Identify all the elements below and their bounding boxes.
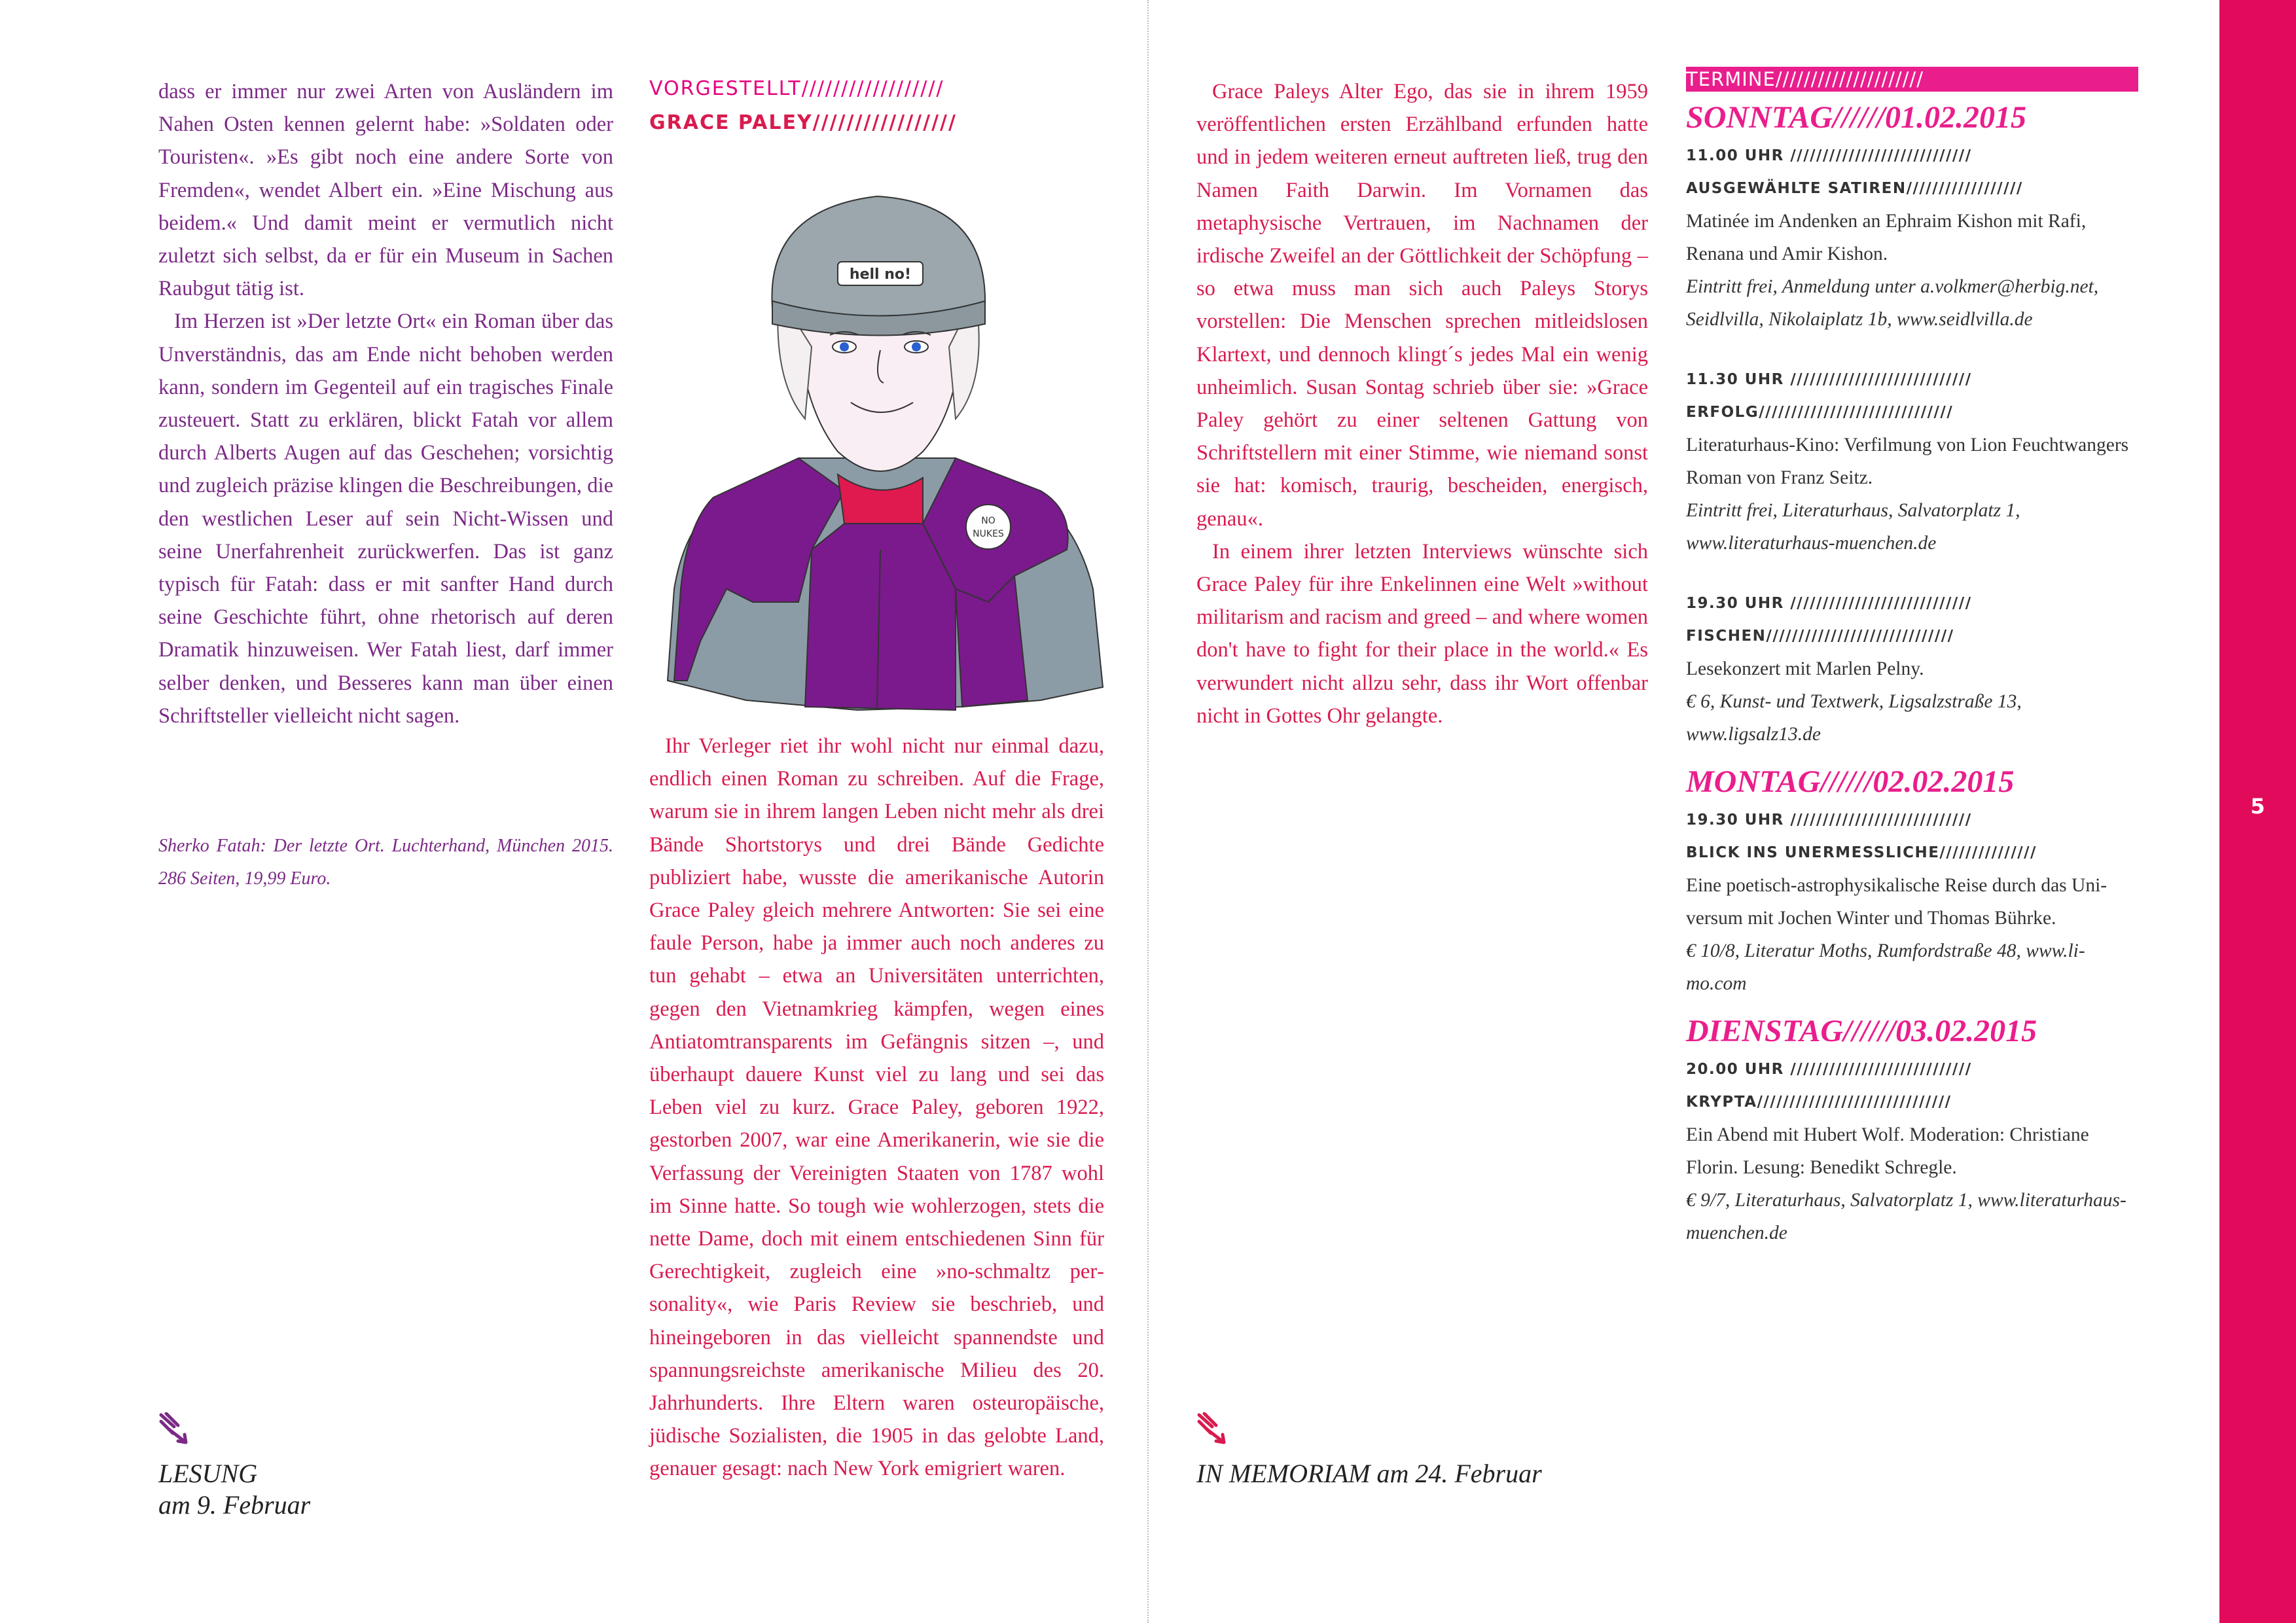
day-heading: MONTAG//////02.02.2015: [1686, 764, 2015, 799]
column-1-paragraph-1: dass er immer nur zwei Arten von Ausländern im Nahen Osten kennen gelernt habe: »Soldaten oder Touristen«. »Es gibt noch eine andere Sorte von Fremden«, wendet Albert ein. »Eine Mischung aus beidem.« Und damit meint er vermutlich nicht zuletzt sich selbst, da er für ein Museum in Sachen Raubgut tätig ist.: [158, 80, 613, 301]
event-title: KRYPTA//////////////////////////////: [1686, 1094, 1952, 1111]
day-heading: DIENSTAG//////03.02.2015: [1686, 1014, 2037, 1048]
event-details: € 10/8, Literatur Moths, Rumfordstraße 48, www.li-mo.com: [1686, 940, 2085, 994]
column-3-paragraph-2: In einem ihrer letzten Interviews wünschte sich Grace Paley für ihre Enkelinnen eine Welt »without militarism and racism and greed – and where women don't have to fight for their place in the world.« Es verwundert nicht allzu sehr, dass ihr Wort offenbar nicht in Gottes Ohr gelangte.: [1196, 539, 1648, 728]
event-caption-lesung: [158, 1458, 551, 1521]
day-heading: SONNTAG//////01.02.2015: [1686, 100, 2027, 135]
column-3-body: [1196, 75, 1648, 732]
event-time: 19.30 UHR ////////////////////////////: [1686, 812, 1972, 829]
event-time: 11.30 UHR ////////////////////////////: [1686, 371, 1972, 388]
beanie-label: hell no!: [849, 266, 912, 283]
event-caption-lesung-line-1: LESUNG: [158, 1459, 258, 1488]
event-title: ERFOLG//////////////////////////////: [1686, 404, 1954, 421]
kicker-grace-paley: GRACE PALEY/////////////////: [649, 111, 957, 134]
event-description: Matinée im Andenken an Ephraim Kishon mit Rafi, Renana und Amir Kishon.: [1686, 211, 2087, 264]
termine-header: TERMINE/////////////////////: [1686, 67, 2138, 92]
event-time: 19.30 UHR ////////////////////////////: [1686, 595, 1972, 612]
event-description: Literaturhaus-Kino: Verfilmung von Lion Feuchtwangers Roman von Franz Seitz.: [1686, 435, 2129, 488]
event-item: [1686, 804, 2144, 1000]
event-time: 11.00 UHR ////////////////////////////: [1686, 147, 1972, 164]
event-title: AUSGEWÄHLTE SATIREN//////////////////: [1686, 180, 2023, 197]
event-item: [1686, 587, 2144, 751]
event-caption-in-memoriam: IN MEMORIAM am 24. Februar: [1196, 1459, 1542, 1488]
event-details: Eintritt frei, Anmeldung unter a.volkmer@herbig.net, Seidlvilla, Nikolaiplatz 1b, www.seidlvilla.de: [1686, 276, 2099, 330]
event-caption-lesung-line-2: am 9. Februar: [158, 1490, 311, 1520]
page-divider: [1147, 0, 1149, 1623]
event-time: 20.00 UHR ////////////////////////////: [1686, 1061, 1972, 1078]
event-details: € 6, Kunst- und Textwerk, Ligsalzstraße 13, www.ligsalz13.de: [1686, 691, 2022, 745]
button-label-1: NO: [981, 516, 996, 526]
book-source-note: Sherko Fatah: Der letzte Ort. Luchterhand, München 2015. 286 Seiten, 19,99 Euro.: [158, 836, 613, 889]
event-description: Lesekonzert mit Marlen Pelny.: [1686, 658, 1924, 679]
event-description: Ein Abend mit Hubert Wolf. Moderation: Christiane Florin. Lesung: Benedikt Schregle.: [1686, 1124, 2089, 1178]
column-1-body: [158, 75, 613, 732]
grace-paley-illustration: [648, 183, 1109, 717]
column-3-paragraph-1: Grace Paleys Alter Ego, das sie in ihrem 1959 veröffentlichen ersten Erzählband erfunden hatte und in jedem weiteren erneut auftreten ließ, trug den Namen Faith Darwin. Im Vornamen das metaphysische Vertrauen, im Nachnamen der irdische Zweifel an der Göttlichkeit der Schöpfung – so etwa muss man sich auch Paleys Storys vorstellen: Die Menschen sprechen mitleidslosen Klartext, und dennoch klingt´s jedes Mal ein wenig unheimlich. Susan Sontag schrieb über sie: »Grace Paley gehört zu einer seltenen Gattung von Schriftstellern mit einer Stimme, wie niemand sonst sie hat: komisch, traurig, bescheiden, energisch, genau«.: [1196, 80, 1648, 531]
event-details: € 9/7, Literaturhaus, Salvatorplatz 1, www.literaturhaus-muenchen.de: [1686, 1190, 2126, 1243]
event-item: [1686, 363, 2144, 560]
event-title: FISCHEN/////////////////////////////: [1686, 628, 1954, 645]
column-2-body: [649, 730, 1104, 1486]
event-description: Eine poetisch-astrophysikalische Reise durch das Universum mit Jochen Winter und Thomas Bührke.: [1686, 875, 2108, 929]
column-1-paragraph-2: Im Herzen ist »Der letzte Ort« ein Roman über das Unverständnis, das am Ende nicht behoben werden kann, sondern im Gegenteil auf ein tragisches Finale zusteuert. Statt zu erklären, blickt Fatah vor allem durch Alberts Augen auf das Geschehen; vorsichtig und zugleich präzise klingen die Beschreibungen, die den westlichen Leser auf sein Nicht-Wissen und seine Unerfahrenheit zurückwerfen. Das ist ganz typisch für Fatah: dass er mit sanfter Hand durch seine Geschichte führt, ohne rhetorisch auf deren Dramatik hinzuweisen. Wer Fatah liest, darf immer selber denken, und Besseres kann man über einen Schriftsteller vielleicht nicht sagen.: [158, 310, 613, 728]
event-title: BLICK INS UNERMESSLICHE///////////////: [1686, 844, 2037, 861]
kicker-vorgestellt: VORGESTELLT//////////////////: [649, 77, 944, 100]
page-number: 5: [2250, 794, 2265, 819]
event-item: [1686, 139, 2144, 336]
event-details: Eintritt frei, Literaturhaus, Salvatorplatz 1, www.literaturhaus-muenchen.de: [1686, 500, 2020, 554]
termine-list: [1686, 99, 2144, 1249]
arrow-icon-lesung: [158, 1412, 190, 1445]
event-item: [1686, 1053, 2144, 1249]
arrow-icon-in-memoriam: [1196, 1412, 1228, 1445]
button-label-2: NUKES: [973, 529, 1004, 539]
column-2-paragraph-1: Ihr Verleger riet ihr wohl nicht nur einmal dazu, endlich einen Roman zu schreiben. Auf die Frage, warum sie in ihrem langen Leben nicht mehr als drei Bände Shortstorys und drei Bände Gedichte publiziert habe, wusste die amerikanische Autorin Grace Paley gleich mehrere Antworten: Sie sei eine faule Person, habe ja immer auch noch anderes zu tun gehabt – etwa an Universitäten unterrichten, gegen den Vietnamkrieg kämpfen, wegen eines Antiatomtransparents im Gefängnis sitzen –, und überhaupt dauere Kunst viel zu lang und sei das Leben viel zu kurz. Grace Paley, geboren 1922, gestorben 2007, war eine Amerikanerin, wie sie die Verfassung der Vereinigten Staaten von 1787 wohl im Sinne hatte. So tough wie wohlerzogen, stets die nette Dame, doch mit einem entschiedenen Sinn für Gerechtigkeit, zugleich eine »no-schmaltz personality«, wie Paris Review sie beschrieb, und hineingeboren in das vielleicht spannendste und spannungsreichste amerikanische Milieu des 20. Jahrhunderts. Ihre Eltern waren osteuropäische, jüdische Sozialisten, die 1905 in das gelobte Land, genauer gesagt: nach New York emigriert waren.: [649, 734, 1104, 1481]
